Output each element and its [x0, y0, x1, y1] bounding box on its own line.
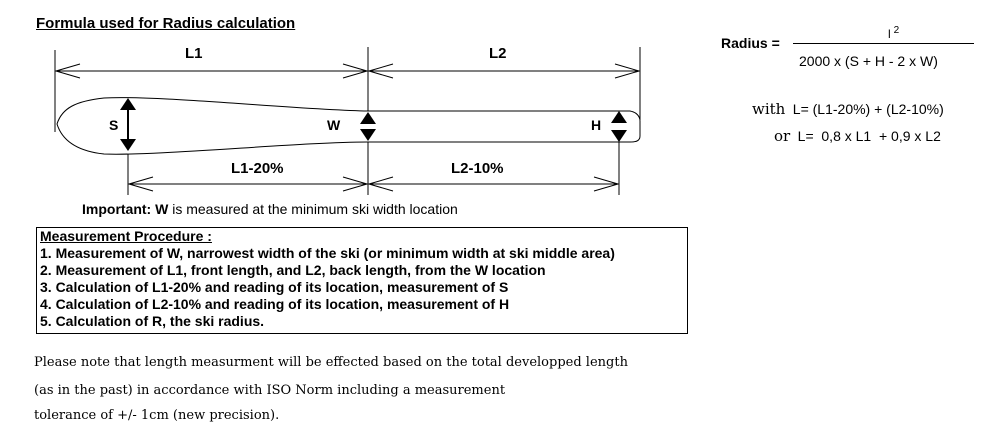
formula-or-prefix: or	[774, 127, 791, 145]
label-l1: L1	[185, 45, 203, 62]
note-line-2: (as in the past) in accordance with ISO Norm including a measurement	[34, 383, 506, 398]
formula-numerator-l: l	[888, 27, 891, 41]
procedure-step-5: 5. Calculation of R, the ski radius.	[40, 313, 265, 329]
procedure-step-2: 2. Measurement of L1, front length, and L2, back length, from the W location	[40, 262, 546, 278]
formula-with-expr: L= (L1-20%) + (L2-10%)	[792, 101, 944, 117]
label-w: W	[327, 117, 341, 133]
ski-outline	[57, 98, 640, 155]
procedure-step-4: 4. Calculation of L2-10% and reading of its location, measurement of H	[40, 296, 510, 312]
procedure-heading: Measurement Procedure :	[40, 228, 212, 244]
important-w: W	[155, 201, 169, 217]
formula-lhs: Radius =	[721, 35, 780, 51]
procedure-step-3: 3. Calculation of L1-20% and reading of its location, measurement of S	[40, 279, 509, 295]
formula-with-line	[752, 100, 944, 119]
formula-numerator-exp: 2	[893, 25, 900, 36]
important-label: Important:	[82, 201, 152, 217]
measurement-procedure-box	[36, 227, 688, 334]
label-s: S	[109, 117, 119, 133]
formula-with-prefix: with	[752, 100, 786, 118]
formula-numerator	[888, 25, 899, 41]
formula-fraction-bar	[793, 43, 974, 44]
important-text: is measured at the minimum ski width location	[172, 201, 458, 217]
label-l2: L2	[489, 45, 507, 62]
formula-or-line	[774, 127, 941, 146]
note-line-1: Please note that length measurment will be effected based on the total developped length	[34, 355, 628, 370]
procedure-step-1: 1. Measurement of W, narrowest width of the ski (or minimum width at ski middle area)	[40, 245, 615, 261]
label-h: H	[591, 117, 602, 133]
formula-denominator: 2000 x (S + H - 2 x W)	[799, 53, 938, 69]
label-l1-20: L1-20%	[231, 160, 284, 177]
formula-or-expr: L= 0,8 x L1 + 0,9 x L2	[797, 128, 941, 144]
diagram-title: Formula used for Radius calculation	[36, 15, 296, 32]
label-l2-10: L2-10%	[451, 160, 504, 177]
important-note	[82, 201, 458, 217]
note-line-3: tolerance of +/- 1cm (new precision).	[34, 408, 280, 423]
